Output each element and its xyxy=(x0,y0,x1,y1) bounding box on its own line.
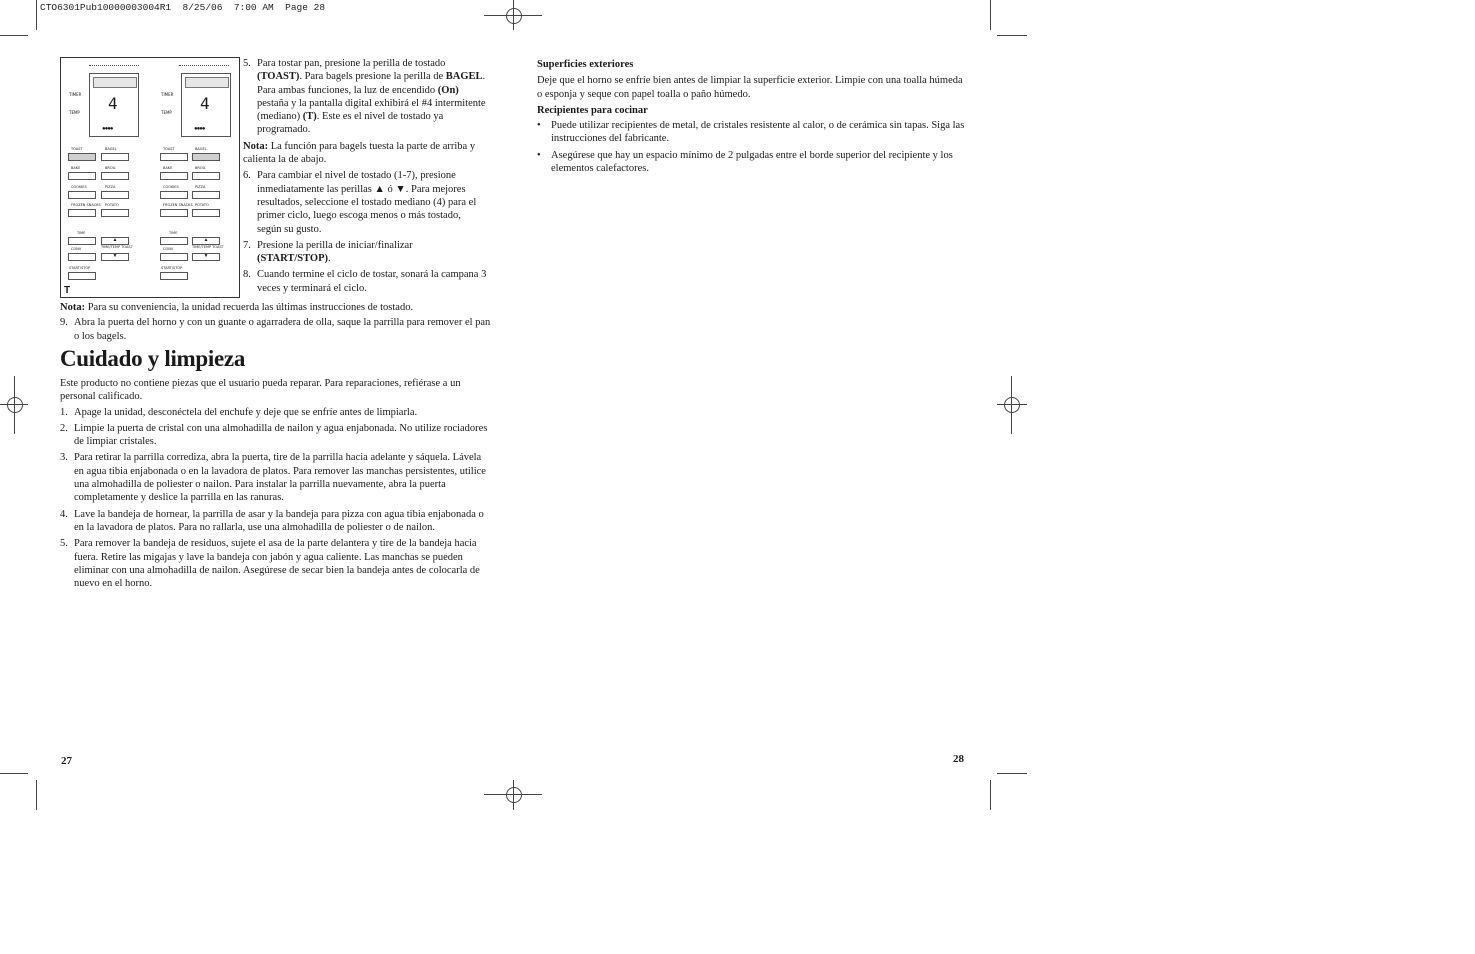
care-item: 1. Apage la unidad, desconéctela del enchufe y deje que se enfríe antes de limpiarla. xyxy=(60,406,418,418)
bagel-label: BAGEL xyxy=(195,147,207,151)
crop-mark xyxy=(990,780,991,810)
potato-label: POTATO xyxy=(105,203,119,207)
crop-mark xyxy=(0,35,28,36)
bake-button xyxy=(68,172,96,180)
toast-notes xyxy=(60,301,492,343)
crop-mark xyxy=(997,35,1027,36)
step-6: 6. Para cambiar el nivel de tostado (1-7), presione inmediatamente las perillas ▲ ó ▼. Para mejores resultados, seleccione el tostado mediano (4) para el primer ciclo, luego escoga menos o más tostado, según su gusto. xyxy=(243,170,477,235)
registration-circle xyxy=(7,397,23,413)
note-memory: Nota: Para su conveniencia, la unidad recuerda las últimas instrucciones de tostado. xyxy=(60,302,414,313)
section-title: Cuidado y limpieza xyxy=(60,346,246,371)
toast-label: TOAST xyxy=(71,147,83,151)
time-button xyxy=(160,237,188,245)
up-button: ▲ xyxy=(101,237,129,245)
potato-label: POTATO xyxy=(195,203,209,207)
care-item: 5. Para remover la bandeja de residuos, sujete el asa de la parte delantera y tire de la bandeja hacia fuera. Retire las migajas y lave la bandeja con jabón y agua caliente. Las manchas se pueden eliminar con una almohadilla de nailon. Asegúrese de secar bien la bandeja antes de colocarla de nuevo en el horno. xyxy=(60,538,480,590)
heading-containers: Recipientes para cocinar xyxy=(537,104,648,116)
broil-label: BROIL xyxy=(105,166,116,170)
bagel-label: BAGEL xyxy=(105,147,117,151)
pizza-label: PIZZA xyxy=(105,185,116,189)
page-number-left: 27 xyxy=(61,755,72,767)
lcd-display: 4 ●●●● xyxy=(89,73,139,137)
registration-circle xyxy=(1004,397,1020,413)
time-temp-label: TIME/TEMP TOAST xyxy=(101,245,133,249)
potato-button xyxy=(192,209,220,217)
toast-shade-arc xyxy=(179,65,229,72)
step-8: 8. Cuando termine el ciclo de tostar, sonará la campana 3 veces y terminará el ciclo. xyxy=(243,269,487,294)
crop-mark xyxy=(36,780,37,810)
up-button: ▲ xyxy=(192,237,220,245)
cookies-button xyxy=(160,191,188,199)
cookies-label: COOKIES xyxy=(71,185,87,189)
frozen-snacks-button xyxy=(160,209,188,217)
time-temp-label: TIME/TEMP TOAST xyxy=(192,245,224,249)
right-page-content xyxy=(537,58,967,175)
lcd-digit: 4 xyxy=(200,94,210,113)
bake-label: BAKE xyxy=(163,166,173,170)
step-5: 5. Para tostar pan, presione la perilla de tostado (TOAST). Para bagels presione la perilla de BAGEL. Para ambas funciones, la luz de encendido (On) pestaña y la pantalla digital exhibirá el #4 intermitente (mediano) (T). Este es el nivel de tostado ya programado. xyxy=(243,58,486,136)
pizza-button xyxy=(192,191,220,199)
step-7: 7. Presione la perilla de iniciar/finalizar (START/STOP). xyxy=(243,239,413,265)
time-label: TIME xyxy=(77,231,86,235)
down-button: ▼ xyxy=(101,253,129,261)
bagel-button xyxy=(101,153,129,161)
page-number-right: 28 xyxy=(953,753,964,765)
bagel-button xyxy=(192,153,220,161)
registration-circle xyxy=(506,787,522,803)
note-bagel: Nota: La función para bagels tuesta la parte de arriba y calienta la de abajo. xyxy=(243,140,476,166)
lcd-digit: 4 xyxy=(108,94,118,113)
care-item: 2. Limpie la puerta de cristal con una almohadilla de nailon y agua enjabonada. No utilize rociadores de limpiar cristales. xyxy=(60,422,488,448)
start-stop-label: START/STOP xyxy=(161,266,183,270)
time-label: TIME xyxy=(169,231,178,235)
cookies-button xyxy=(68,191,96,199)
lcd-display: 4 ●●●● xyxy=(181,73,231,137)
care-item: 3. Para retirar la parrilla corrediza, abra la puerta, tire de la parrilla hacia adelante y sáquela. Lávela en agua tibia enjabonada o en la lavadora de platos. Para remover las manchas persistentes, utilice una almohadilla de poliester o nailon. Para instalar la parrilla nuevamente, abra la puerta completamente y deslice la parrilla en las ranuras. xyxy=(60,452,486,504)
conv-button xyxy=(68,253,96,261)
care-item: 4. Lave la bandeja de hornear, la parrilla de asar y la bandeja para pizza con agua tibia enjabonada o en la lavadora de platos. Para no rallarla, use una almohadilla de poliester o de nailon. xyxy=(60,508,484,533)
bake-label: BAKE xyxy=(71,166,81,170)
timer-label: TIMER xyxy=(69,92,82,97)
crop-mark xyxy=(36,0,37,30)
timer-label: TIMER xyxy=(161,92,174,97)
toast-button xyxy=(68,153,96,161)
broil-label: BROIL xyxy=(195,166,206,170)
crop-mark xyxy=(990,0,991,30)
frozen-snacks-button xyxy=(68,209,96,217)
registration-circle xyxy=(506,8,522,24)
toast-button xyxy=(160,153,188,161)
frozen-snacks-label: FROZEN SNACKS xyxy=(163,203,193,207)
frozen-snacks-label: FROZEN SNACKS xyxy=(71,203,101,207)
care-cleaning-section xyxy=(60,377,492,590)
cookies-label: COOKIES xyxy=(163,185,179,189)
potato-button xyxy=(101,209,129,217)
pizza-label: PIZZA xyxy=(195,185,206,189)
conv-button xyxy=(160,253,188,261)
heading-exterior: Superficies exteriores xyxy=(537,59,634,70)
temp-label: TEMP xyxy=(161,110,172,115)
down-button: ▼ xyxy=(192,253,220,261)
toast-steps xyxy=(243,57,487,295)
step-9: 9. Abra la puerta del horno y con un guante o agarradera de olla, saque la parrilla para remover el pan o los bagels. xyxy=(60,317,491,342)
broil-button xyxy=(101,172,129,180)
temp-label: TEMP xyxy=(69,110,80,115)
pizza-button xyxy=(101,191,129,199)
conv-label: CONV xyxy=(71,247,82,251)
care-intro: Este producto no contiene piezas que el usuario pueda reparar. Para reparaciones, refiérase a un personal calificado. xyxy=(60,378,461,403)
control-panel-illustration xyxy=(60,57,240,298)
crop-mark xyxy=(997,773,1027,774)
bullet-item: • Asegúrese que hay un espacio mínimo de 2 pulgadas entre el borde superior del recipiente y los elementos calefactores. xyxy=(537,149,953,175)
crop-mark xyxy=(0,773,28,774)
exterior-text: Deje que el horno se enfríe bien antes de limpiar la superficie exterior. Limpie con una toalla húmeda o esponja y seque con papel toalla o paño húmedo. xyxy=(537,75,963,100)
time-button xyxy=(68,237,96,245)
start-stop-button xyxy=(160,272,188,280)
bake-button xyxy=(160,172,188,180)
bullet-item: • Puede utilizar recipientes de metal, de cristales resistente al calor, o de cerámica sin tapas. Siga las instrucciones del fabricante. xyxy=(537,120,965,145)
toast-label: TOAST xyxy=(163,147,175,151)
start-stop-button xyxy=(68,272,96,280)
toast-shade-arc xyxy=(89,65,139,72)
print-slug: CTO6301Pub10000003004R1 8/25/06 7:00 AM Page 28 xyxy=(40,2,326,13)
broil-button xyxy=(192,172,220,180)
start-stop-label: START/STOP xyxy=(69,266,91,270)
toast-level-mark: T xyxy=(64,285,71,296)
conv-label: CONV xyxy=(163,247,174,251)
